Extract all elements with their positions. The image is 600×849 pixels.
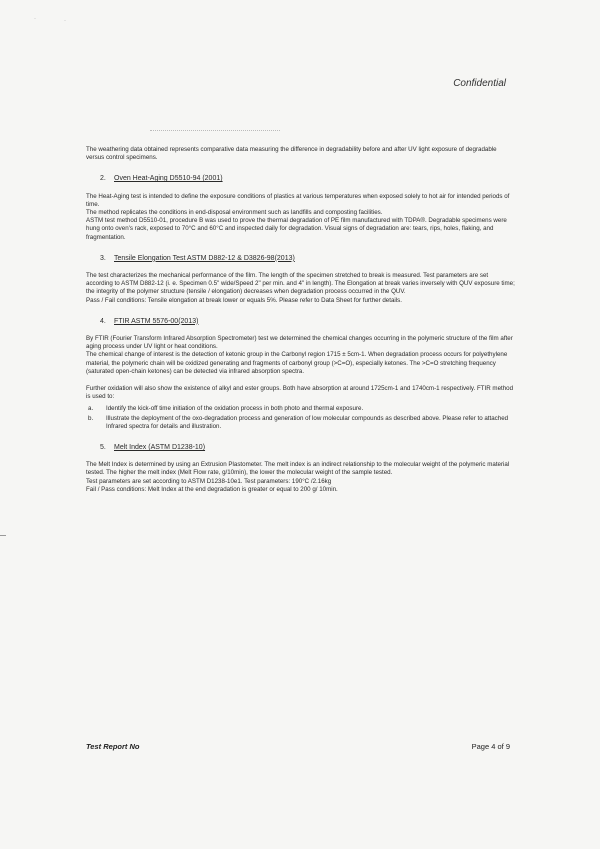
- section-title: Melt Index (ASTM D1238-10): [114, 444, 206, 452]
- section-number: 2.: [100, 175, 106, 183]
- section-paragraph: The Melt Index is determined by using an Extrusion Plastometer. The melt index is an indirect relationship to the molecular weight of the polymeric material tested. The higher the melt index (Melt Flow rate, g/10min), the lower the molecular weight of the sample tested.: [86, 461, 510, 477]
- section-number: 3.: [100, 254, 106, 262]
- page-number: Page 4 of 9: [471, 742, 510, 751]
- section-paragraph: Pass / Fail conditions: Tensile elongation at break lower or equals 5%. Please refer to Data Sheet for further details.: [86, 296, 402, 304]
- section-number: 5.: [100, 444, 106, 452]
- margin-mark: [0, 535, 6, 536]
- scan-speck: ·: [64, 18, 66, 24]
- list-marker: b.: [88, 414, 94, 422]
- section-paragraph: Test parameters are set according to ASTM D1238-10e1. Test parameters: 190°C /2.16kg: [86, 477, 332, 485]
- section-paragraph: The chemical change of interest is the detection of ketonic group in the Carbonyl region 1715 ± 5cm-1. When degradation process occurs for polyethylene material, the polymeric chain will be oxidized generating and fragments of carbonyl group (>C=O), especially ketones. The >C=O stretching frequency (saturated open-chain ketones) can be detected via infrared absorption spectra.: [86, 351, 508, 375]
- section-paragraph: The method replicates the conditions in end-disposal environment such as landfills and composting facilities.: [86, 209, 383, 217]
- report-body: [86, 146, 516, 494]
- section-heading-2: [100, 175, 516, 183]
- section-number: 4.: [100, 317, 106, 325]
- section-title: Oven Heat-Aging D5510-94 (2001): [114, 175, 223, 183]
- list-item: [86, 405, 516, 413]
- section-heading-5: [100, 444, 516, 452]
- list-text: Identify the kick-off time initiation of the oxidation process in both photo and thermal exposure.: [106, 405, 364, 413]
- section-heading-4: [100, 318, 516, 326]
- list-item: [86, 415, 516, 431]
- ftir-uses-list: [86, 405, 516, 431]
- separator-line: [150, 130, 280, 131]
- intro-paragraph: The weathering data obtained represents comparative data measuring the difference in degradability before and after UV light exposure of degradable versus control specimens.: [86, 146, 497, 162]
- section-paragraph: The test characterizes the mechanical performance of the film. The length of the specimen stretched to break is measured. Test parameters are set according to ASTM D882-12 (i. e. Specimen 0.5" wide/Speed 2" per min. and 4" in length). The Elongation at break varies inversely with QUV exposure time; the integrity of the polymer structure (tensile / elongation) decreases when degradation process occurred in the QUV.: [86, 272, 515, 296]
- section-paragraph: ASTM test method D5510-01, procedure B was used to prove the thermal degradation of PE film manufactured with TDPA®. Degradable specimens were hung onto oven's rack, exposed to 70°C and 60°C and inspected daily for degradation. Visual signs of degradation are: tears, rips, holes, flaking, and fragmentation.: [86, 217, 507, 241]
- section-paragraph: Fail / Pass conditions: Melt Index at the end degradation is greater or equal to 200 g/ 10min.: [86, 485, 338, 493]
- list-text: Illustrate the deployment of the oxo-degradation process and generation of low molecular compounds as described above. Please refer to attached Infrared spectra for details and illustration.: [106, 414, 509, 430]
- scan-speck: ·: [34, 16, 36, 22]
- section-paragraph: The Heat-Aging test is intended to define the exposure conditions of plastics at various temperatures when exposed solely to hot air for intended periods of time.: [86, 192, 510, 208]
- section-title: Tensile Elongation Test ASTM D882-12 & D3826-98(2013): [114, 254, 295, 262]
- section-paragraph: Further oxidation will also show the existence of alkyl and ester groups. Both have absorption at around 1725cm-1 and 1740cm-1 respectively. FTIR method is used to:: [86, 385, 514, 401]
- section-paragraph: By FTIR (Fourier Transform Infrared Absorption Spectrometer) test we determined the chemical changes occurring in the polymeric structure of the film after aging process under UV light or heat conditions.: [86, 335, 513, 351]
- test-report-number: Test Report No: [86, 742, 140, 751]
- list-marker: a.: [88, 405, 94, 413]
- confidential-label: Confidential: [453, 78, 506, 89]
- section-title: FTIR ASTM 5576-00(2013): [114, 317, 199, 325]
- section-heading-3: [100, 255, 516, 263]
